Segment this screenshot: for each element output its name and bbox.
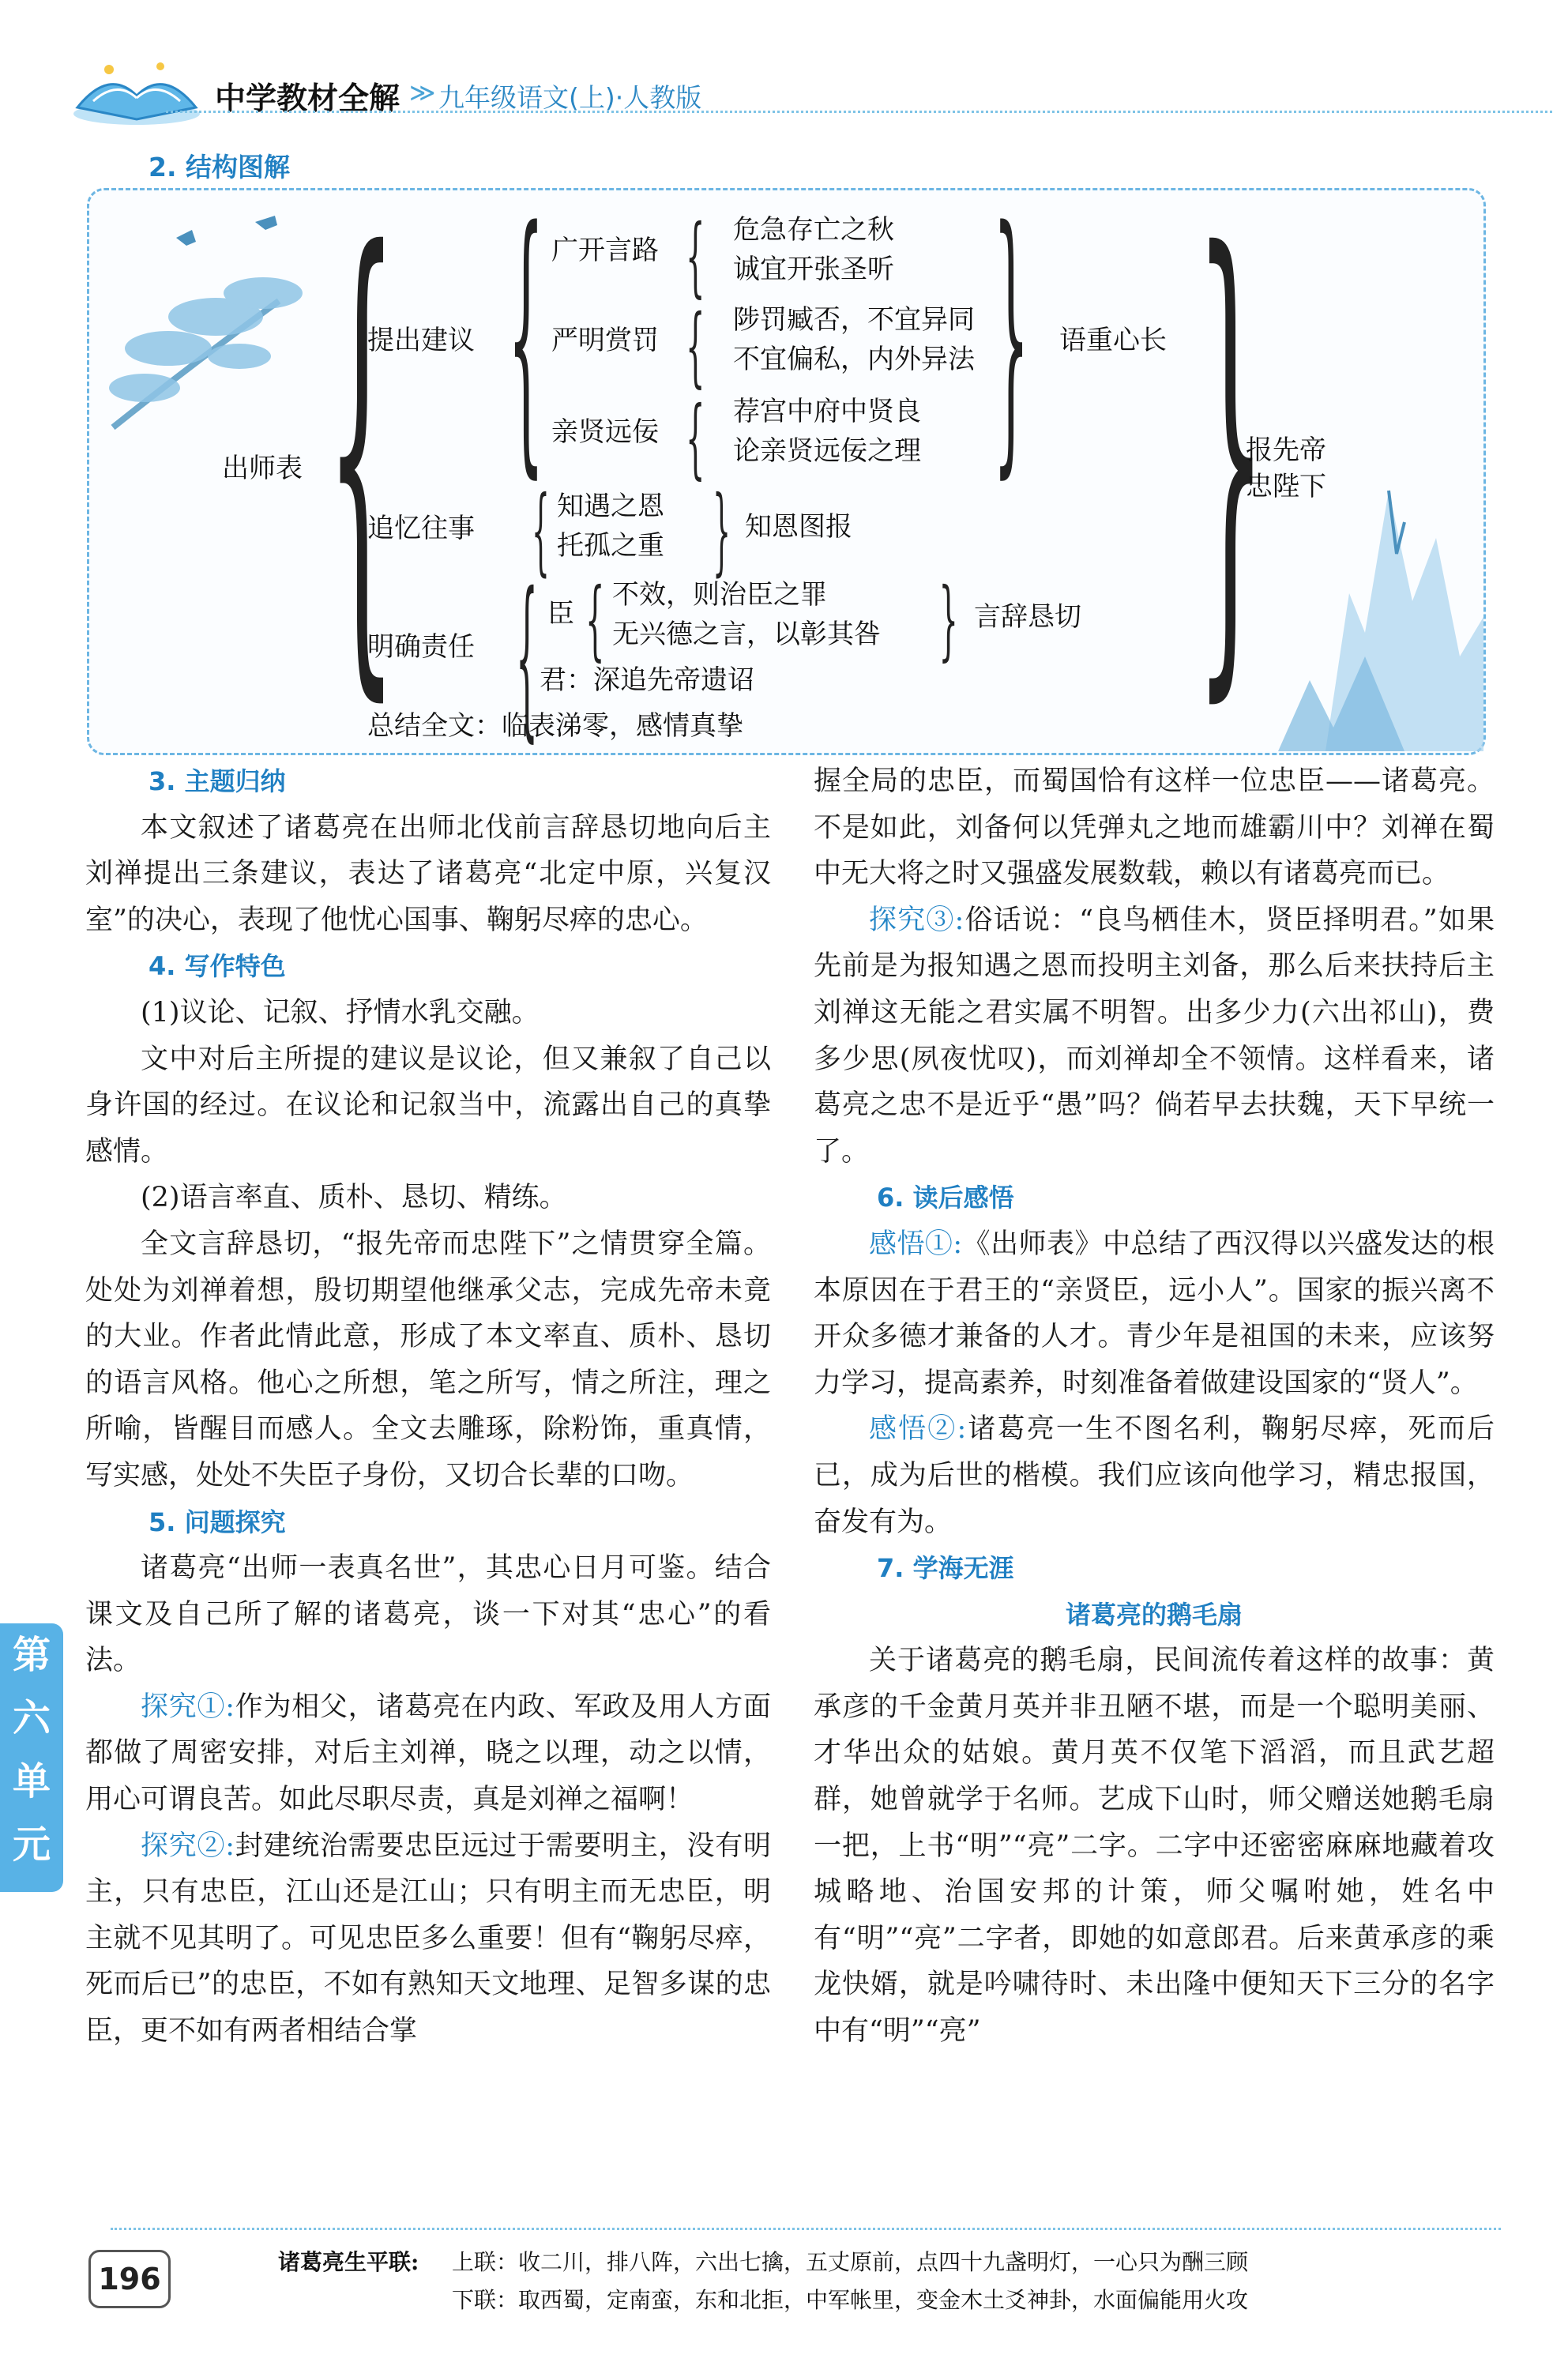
inquiry-question: 诸葛亮“出师一表真名世”，其忠心日月可鉴。结合课文及自己所了解的诸葛亮，谈一下对其“忠心”的看法。	[85, 1552, 771, 1677]
diagram-p2b: 托孤之重	[557, 530, 664, 562]
inquiry-answer-2-continued: 握全局的忠臣，而蜀国恰有这样一位忠臣——诸葛亮。不是如此，刘备何以凭弹丸之地而雄霸川中？刘禅在蜀中无大将之时又强盛发展数载，赖以有诸葛亮而已。	[814, 765, 1495, 890]
diagram-p1b: 严明赏罚	[551, 325, 659, 356]
diagram-p1b1: 陟罚臧否，不宜异同	[733, 304, 975, 336]
brace-root: {	[326, 152, 397, 740]
brace-final: {	[1195, 152, 1266, 741]
brace-p1c: {	[686, 387, 705, 488]
diagram-p3sum: 言辞恳切	[974, 601, 1081, 633]
unit-tab-char: 第	[12, 1633, 51, 1677]
diagram-part2: 追忆往事	[367, 513, 475, 544]
diagram-p2a: 知遇之恩	[557, 491, 664, 522]
diagram-p1c2: 论亲贤远佞之理	[733, 435, 921, 467]
left-column	[85, 758, 771, 2055]
brace-part2-close: {	[713, 476, 731, 586]
page-number: 196	[88, 2250, 171, 2308]
section-title-structure: 2. 结构图解	[149, 152, 290, 182]
reflection-tag-2: 感悟②:	[869, 1413, 967, 1446]
diagram-p3a: 不效，则治臣之罪	[612, 579, 827, 611]
diagram-p1c: 亲贤远佞	[551, 416, 659, 448]
unit-tab-char: 六	[12, 1696, 51, 1740]
reflection-1: 感悟①:《出师表》中总结了西汉得以兴盛发达的根本原因在于君王的“亲贤臣，远小人”。国家的振兴离不开众多德才兼备的人才。青少年是祖国的未来，应该努力学习，提高素养，时刻准备着做建设国家的“贤人”。	[814, 1228, 1495, 1399]
diagram-p1c1: 荐宫中府中贤良	[733, 396, 921, 427]
diagram-p1b2: 不宜偏私，内外异法	[733, 344, 975, 375]
footer-line-2: 下联：取西蜀，定南蛮，东和北拒，中军帐里，变金木土爻神卦，水面偏能用火攻	[452, 2287, 1249, 2313]
diagram-final-line2: 忠陛下	[1246, 471, 1326, 502]
diagram-root: 出师表	[222, 453, 303, 484]
unit-tab-char: 单	[12, 1759, 51, 1803]
diagram-final-line1: 报先帝	[1246, 434, 1326, 466]
diagram-conclusion: 总结全文：临表涕零，感情真挚	[367, 710, 743, 742]
diagram-final	[1246, 432, 1326, 505]
diagram-part1: 提出建议	[367, 325, 475, 356]
writing-point-2: (2)语言率直、质朴、恳切、精练。	[141, 1182, 567, 1214]
section-title-writing: 4. 写作特色	[149, 951, 286, 982]
section-title-inquiry: 5. 问题探究	[149, 1506, 286, 1537]
reflection-tag-1: 感悟①:	[869, 1228, 963, 1260]
diagram-p3-jun: 君：深追先帝遗诏	[540, 664, 754, 696]
diagram-p3b: 无兴德之言，以彰其咎	[612, 619, 881, 650]
writing-point-1: (1)议论、记叙、抒情水乳交融。	[141, 996, 540, 1029]
brace-part3-close: {	[938, 569, 958, 670]
pine-branch-icon	[97, 206, 358, 443]
brace-chen: {	[585, 569, 605, 670]
section-title-theme: 3. 主题归纳	[149, 766, 286, 796]
header-series-title: 中学教材全解	[215, 81, 400, 117]
unit-tab-char: 元	[12, 1822, 51, 1867]
inquiry-answer-3: 探究③:俗话说：“良鸟栖佳木，贤臣择明君。”如果先前是为报知遇之恩而投明主刘备，那么后来扶持后主刘禅这无能之君实属不明智。出多少力(六出祁山)，费多少思(夙夜忧叹)，而刘禅却全不领情。这样看来，诸葛亮之忠不是近乎“愚”吗？倘若早去扶魏，天下早统一了。	[814, 904, 1495, 1168]
brace-part2: {	[532, 476, 550, 586]
diagram-p1a: 广开言路	[551, 235, 659, 266]
section-title-extended: 7. 学海无涯	[877, 1553, 1014, 1584]
diagram-part3: 明确责任	[367, 631, 475, 663]
footer-divider	[111, 2228, 1501, 2230]
brace-part3: {	[516, 555, 538, 758]
brace-part1: {	[508, 171, 544, 502]
header-divider	[166, 111, 1552, 113]
inquiry-tag-3: 探究③:	[869, 904, 964, 936]
diagram-p1a2: 诚宜开张圣听	[733, 254, 894, 285]
brace-p1b: {	[686, 295, 705, 397]
inquiry-tag-2: 探究②:	[141, 1830, 235, 1862]
brace-p1a: {	[686, 205, 705, 307]
book-logo-icon	[62, 52, 204, 131]
right-column	[814, 758, 1495, 2055]
diagram-p2sum: 知恩图报	[745, 511, 852, 543]
footer-label: 诸葛亮生平联:	[278, 2249, 419, 2275]
writing-paragraph-1: 文中对后主所提的建议是议论，但又兼叙了自己以身许国的经过。在议论和记叙当中，流露出自己的真挚感情。	[85, 1043, 771, 1168]
header-subtitle: 九年级语文(上)·人教版	[438, 82, 702, 113]
story-paragraph: 关于诸葛亮的鹅毛扇，民间流传着这样的故事：黄承彦的千金黄月英并非丑陋不堪，而是一个聪明美丽、才华出众的姑娘。黄月英不仅笔下滔滔，而且武艺超群，她曾就学于名师。艺成下山时，师父赠送她鹅毛扇一把，上书“明”“亮”二字。二字中还密密麻麻地藏着攻城略地、治国安邦的计策，师父嘱咐她，姓名中有“明”“亮”二字者，即她的如意郎君。后来黄承彦的乘龙快婿，就是吟啸待时、未出隆中便知天下三分的名字中有“明”“亮”	[814, 1645, 1495, 2048]
theme-paragraph: 本文叙述了诸葛亮在出师北伐前言辞恳切地向后主刘禅提出三条建议，表达了诸葛亮“北定中原，兴复汉室”的决心，表现了他忧心国事、鞠躬尽瘁的忠心。	[85, 811, 771, 936]
inquiry-tag-1: 探究①:	[141, 1691, 235, 1723]
diagram-p3-chen: 臣	[547, 598, 574, 630]
story-title: 诸葛亮的鹅毛扇	[1065, 1599, 1243, 1630]
header-separator: ≫	[409, 77, 436, 107]
footer-line-1: 上联：收二川，排八阵，六出七擒，五丈原前，点四十九盏明灯，一心只为酬三顾	[452, 2249, 1249, 2275]
inquiry-answer-1: 探究①:作为相父，诸葛亮在内政、军政及用人方面都做了周密安排，对后主刘禅，晓之以理，动之以情，用心可谓良苦。如此尽职尽责，真是刘禅之福啊！	[85, 1691, 771, 1816]
section-title-reflection: 6. 读后感悟	[877, 1183, 1014, 1213]
brace-p1-close: {	[993, 171, 1029, 502]
diagram-p1sum: 语重心长	[1059, 325, 1167, 356]
diagram-p1a1: 危急存亡之秋	[733, 214, 894, 246]
inquiry-answer-2: 探究②:封建统治需要忠臣远过于需要明主，没有明主，只有忠臣，江山还是江山；只有明主而无忠臣，明主就不见其明了。可见忠臣多么重要！但有“鞠躬尽瘁，死而后已”的忠臣，不如有熟知天文地理、足智多谋的忠臣，更不如有两者相结合掌	[85, 1830, 771, 2048]
writing-paragraph-2: 全文言辞恳切，“报先帝而忠陛下”之情贯穿全篇。处处为刘禅着想，殷切期望他继承父志，完成先帝未竟的大业。作者此情此意，形成了本文率直、质朴、恳切的语言风格。他心之所想，笔之所写，情之所注，理之所喻，皆醒目而感人。全文去雕琢，除粉饰，重真情，写实感，处处不失臣子身份，又切合长辈的口吻。	[85, 1228, 771, 1491]
reflection-2: 感悟②:诸葛亮一生不图名利，鞠躬尽瘁，死而后已，成为后世的楷模。我们应该向他学习，精忠报国，奋发有为。	[814, 1413, 1495, 1538]
unit-tab	[0, 1623, 63, 1892]
